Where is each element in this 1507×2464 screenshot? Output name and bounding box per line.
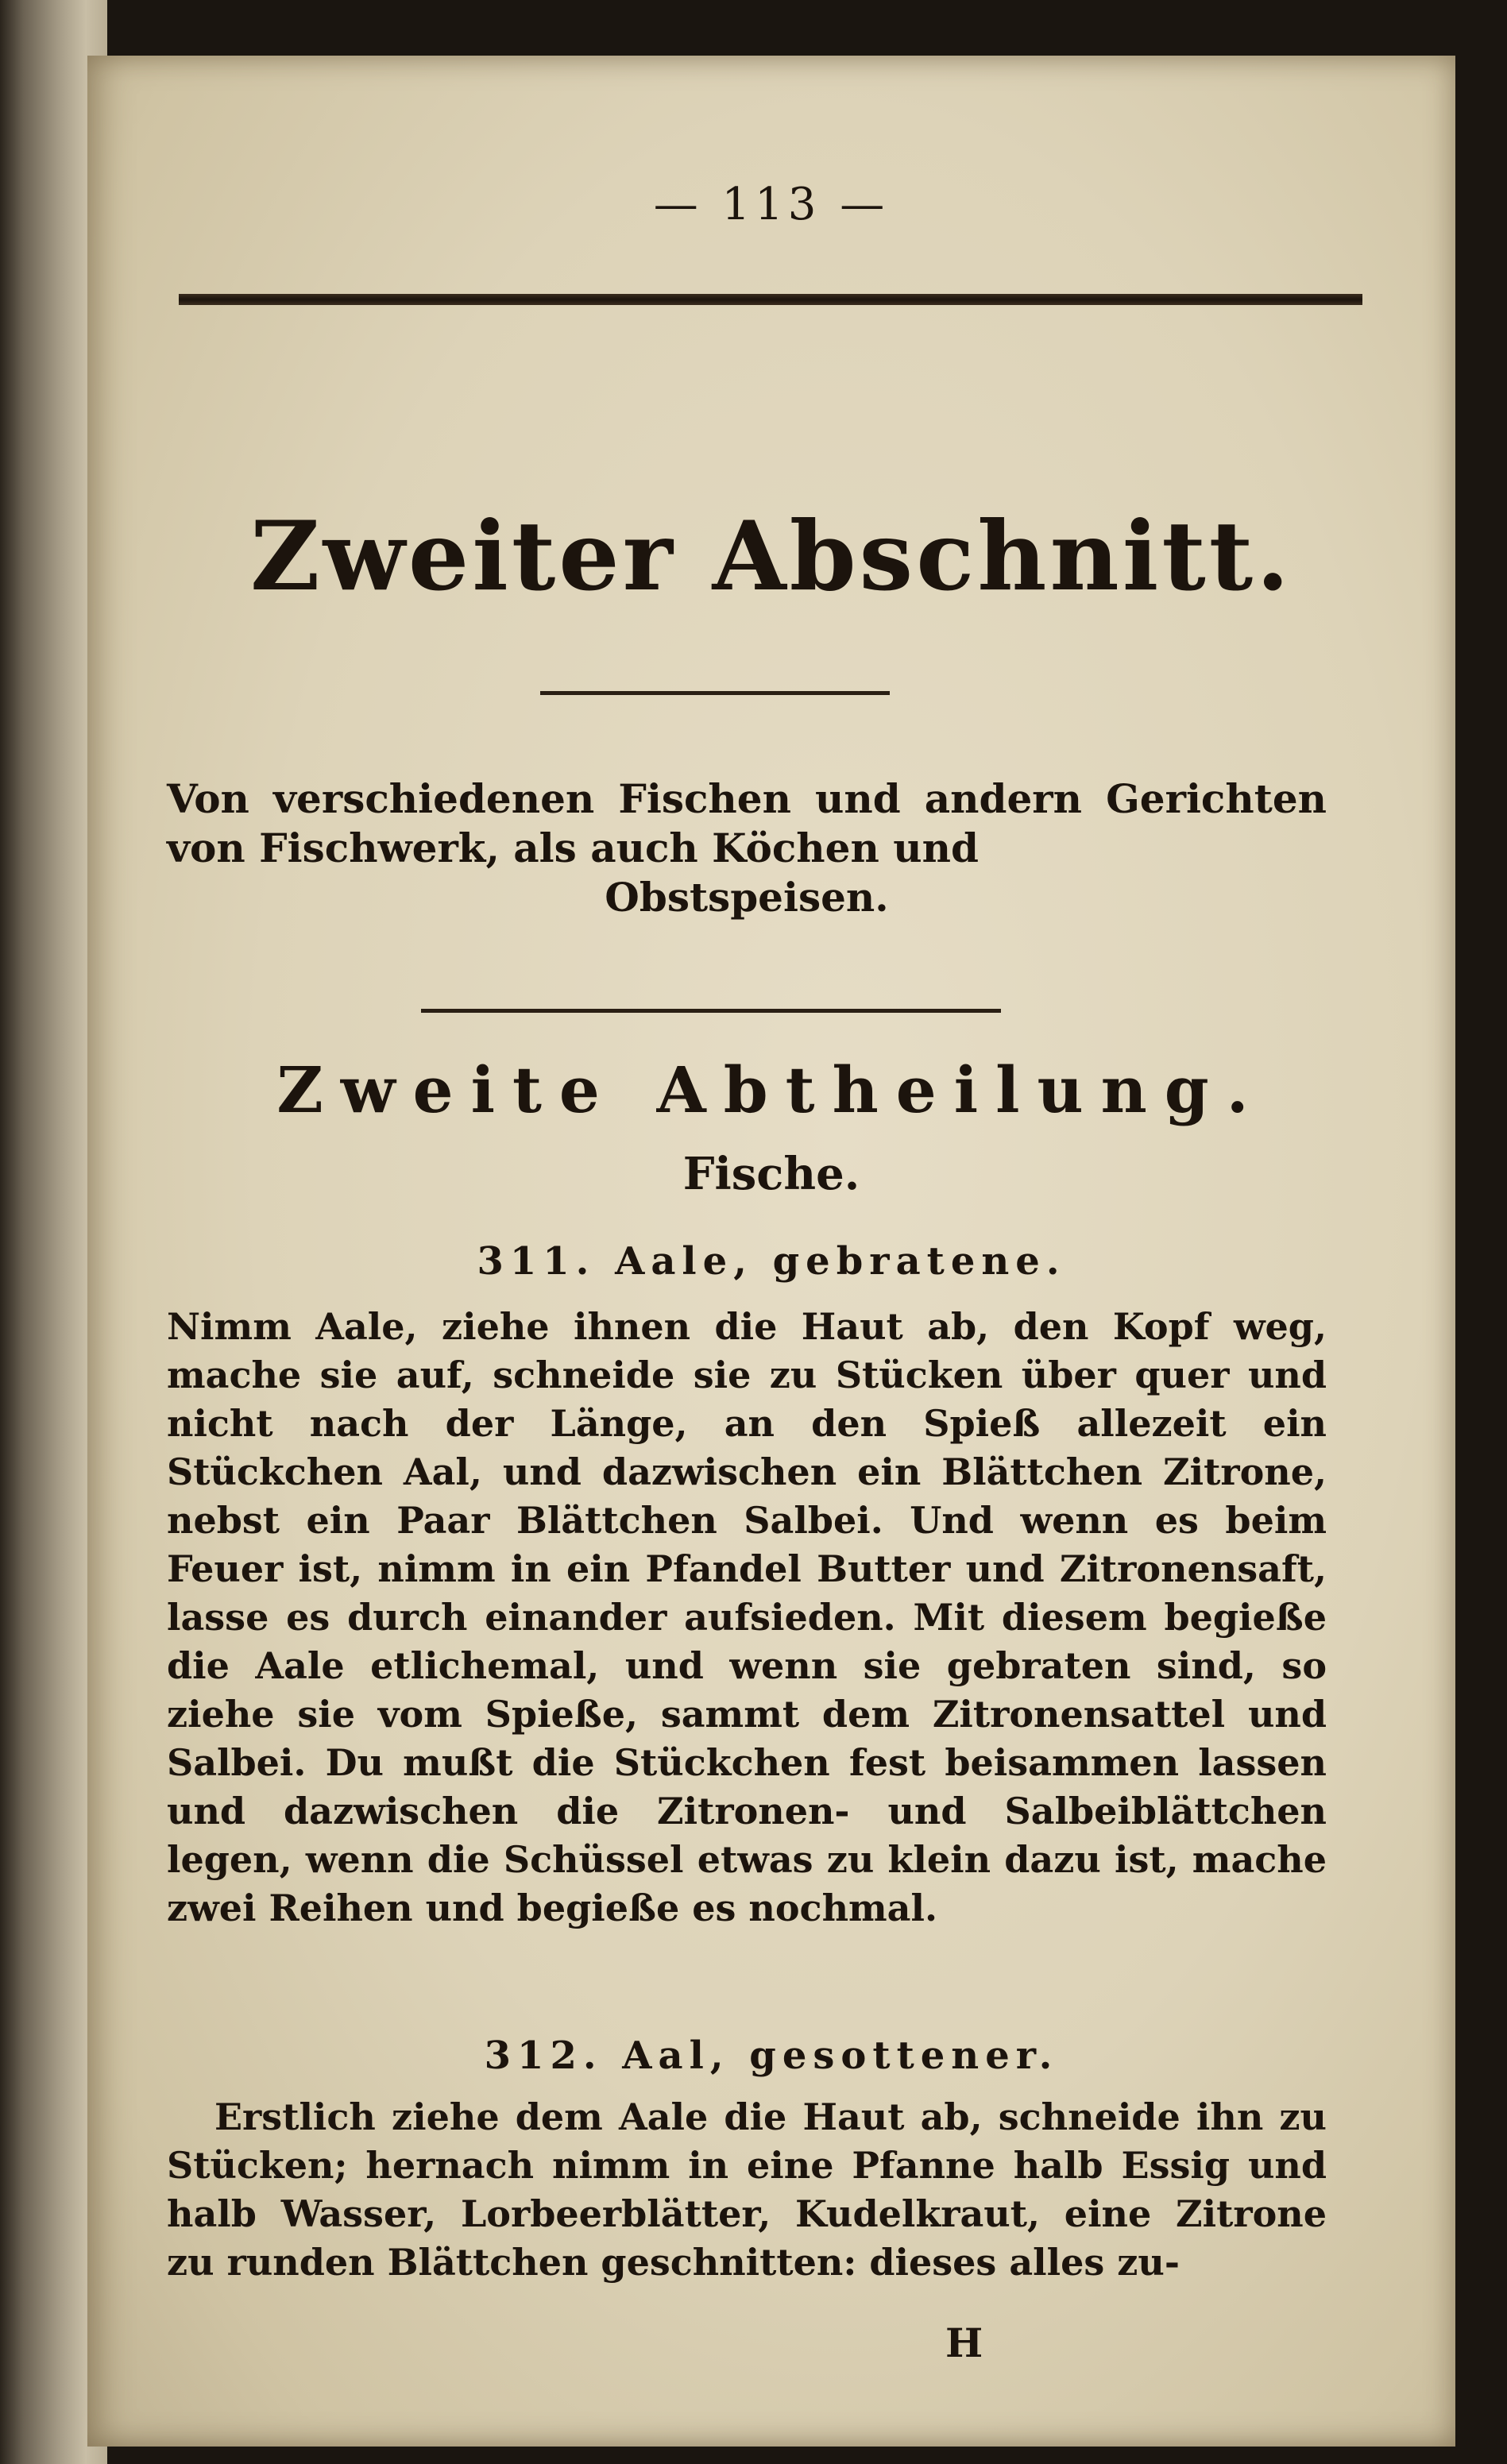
catchword: H <box>945 2319 983 2366</box>
book-page <box>87 56 1455 2447</box>
section-title: Zweiter Abschnitt. <box>250 500 1293 612</box>
section-subtitle <box>167 774 1327 922</box>
subtitle-last-line: Obstspeisen. <box>605 874 889 921</box>
page-number: — 113 — <box>653 179 890 230</box>
subtitle-divider <box>421 1009 1001 1013</box>
recipe-title-311: 311. Aale, gebratene. <box>477 1239 1066 1284</box>
subtitle-main: Von verschiedenen Fischen und andern Gerichten von Fischwerk, als auch Köchen und <box>167 775 1327 871</box>
top-rule <box>179 294 1362 305</box>
title-divider <box>540 691 890 695</box>
recipe-text-311: Nimm Aale, ziehe ihnen die Haut ab, den Kopf weg, mache sie auf, schneide sie zu Stücken über quer und nicht nach der Länge, an den Spieß allezeit ein Stückchen Aal, und dazwischen ein Blättchen Zitrone, nebst ein Paar Blättchen Salbei. Und wenn es beim Feuer ist, nimm in ein Pfandel Butter und Zitronensaft, lasse es durch einander aufsieden. Mit diesem begieße die Aale etlichemal, und wenn sie gebraten sind, so ziehe sie vom Spieße, sammt dem Zitronensattel und Salbei. Du mußt die Stückchen fest beisammen lassen und dazwischen die Zitronen- und Salbeiblättchen legen, wenn die Schüssel etwas zu klein dazu ist, mache zwei Reihen und begieße es nochmal. <box>167 1305 1327 1929</box>
recipe-title-312: 312. Aal, gesottener. <box>484 2033 1059 2078</box>
recipe-text-312: Erstlich ziehe dem Aale die Haut ab, schneide ihn zu Stücken; hernach nimm in eine Pfanne halb Essig und halb Wasser, Lorbeerblätter, Kudelkraut, eine Zitrone zu runden Blättchen geschnitten: dieses alles zu- <box>167 2095 1327 2284</box>
part-heading: Zweite Abtheilung. <box>276 1052 1266 1127</box>
subheading-fish: Fische. <box>682 1148 860 1200</box>
